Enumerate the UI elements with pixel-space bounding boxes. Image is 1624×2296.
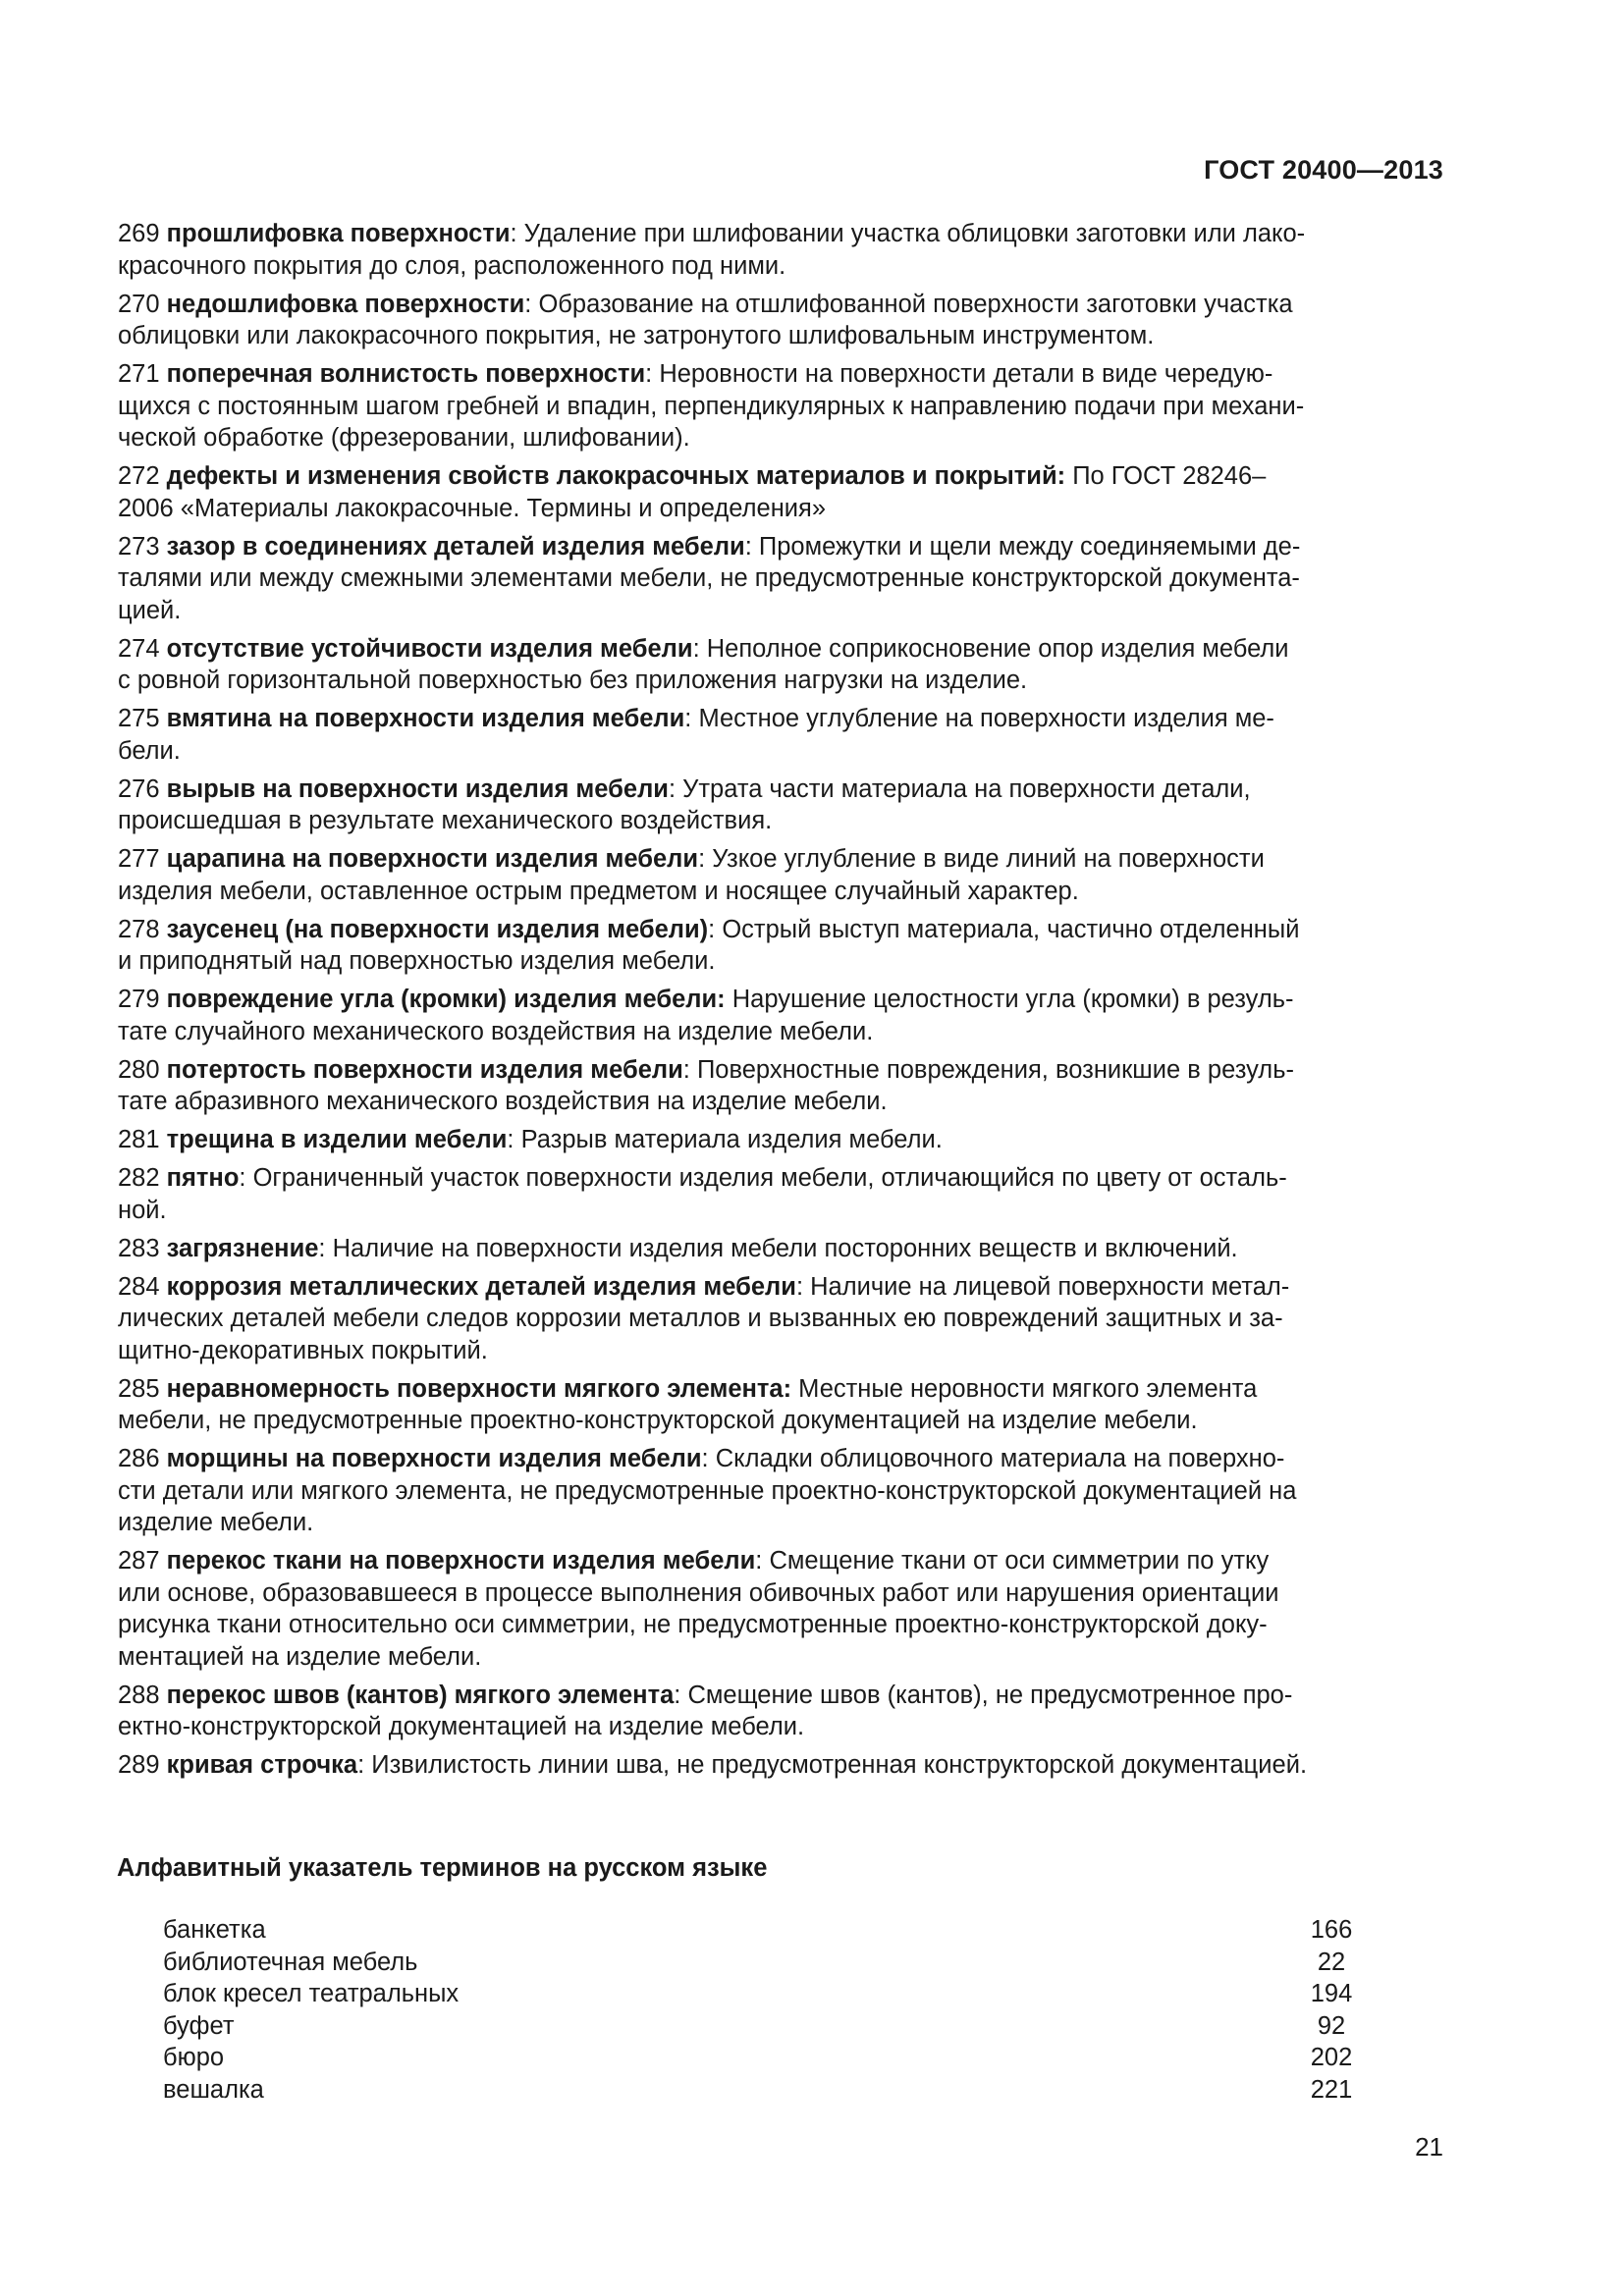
- term-separator: :: [708, 915, 716, 943]
- index-ref-number: 202: [1310, 2044, 1353, 2071]
- term-separator: :: [701, 1445, 709, 1472]
- index-row: [163, 1978, 1361, 2010]
- term-name: зазор в соединениях деталей изделия мебели: [166, 532, 745, 561]
- term-name: кривая строчка: [166, 1751, 358, 1779]
- definition-line: и приподнятый над поверхностью изделия мебели.: [118, 947, 716, 975]
- term-number: 275: [118, 705, 160, 732]
- term-separator: :: [357, 1751, 365, 1779]
- definition-line: Смещение ткани от оси симметрии по утку: [762, 1547, 1270, 1575]
- definition-line: бели.: [118, 736, 181, 765]
- definition-line: красочного покрытия до слоя, расположенного под ними.: [118, 251, 786, 280]
- term-number: 279: [118, 986, 160, 1013]
- term-entry: [118, 1373, 1432, 1437]
- definition-line: ментацией на изделие мебели.: [118, 1642, 482, 1671]
- definition-line: Извилистость линии шва, не предусмотренная конструкторской документацией.: [364, 1751, 1308, 1779]
- definition-line: тате случайного механического воздействия на изделие мебели.: [118, 1017, 874, 1045]
- term-separator: :: [684, 705, 692, 732]
- index-term: буфет: [163, 2011, 235, 2040]
- definition-line: Наличие на поверхности изделия мебели посторонних веществ и включений.: [325, 1234, 1238, 1262]
- term-name: повреждение угла (кромки) изделия мебели:: [166, 986, 726, 1013]
- term-number: 280: [118, 1055, 160, 1084]
- definition-line: Удаление при шлифовании участка облицовки заготовки или лако-: [516, 220, 1306, 247]
- definition-line: Образование на отшлифованной поверхности заготовки участка: [531, 290, 1293, 318]
- index-ref-number: 166: [1310, 1916, 1353, 1944]
- term-entry: [118, 460, 1432, 524]
- index-term: банкетка: [163, 1916, 266, 1944]
- term-entry: [118, 289, 1432, 352]
- term-number: 277: [118, 845, 160, 873]
- term-entry: [118, 531, 1432, 627]
- term-name: дефекты и изменения свойств лакокрасочных материалов и покрытий:: [166, 462, 1066, 490]
- definition-line: Утрата части материала на поверхности детали,: [676, 774, 1251, 803]
- index-ref-number: 194: [1310, 1980, 1353, 2007]
- term-name: отсутствие устойчивости изделия мебели: [166, 634, 693, 663]
- index-term: вешалка: [163, 2075, 264, 2104]
- term-separator: :: [755, 1547, 763, 1575]
- definition-line: тате абразивного механического воздействия на изделие мебели.: [118, 1088, 888, 1115]
- definition-line: цией.: [118, 596, 182, 624]
- definition-line: талями или между смежными элементами мебели, не предусмотренные конструкторской документа-: [118, 564, 1300, 592]
- definition-line: Наличие на лицевой поверхности метал-: [803, 1272, 1290, 1301]
- index-ref-number: 22: [1317, 1948, 1346, 1976]
- definition-line: щитно-декоративных покрытий.: [118, 1336, 488, 1364]
- definition-line: изделия мебели, оставленное острым предметом и носящее случайный характер.: [118, 877, 1079, 905]
- definition-line: лических деталей мебели следов коррозии металлов и вызванных ею повреждений защитных и за-: [118, 1305, 1283, 1332]
- index-row: [163, 2074, 1361, 2107]
- term-entry: [118, 358, 1432, 454]
- term-number: 274: [118, 634, 160, 663]
- term-entry: [118, 984, 1432, 1047]
- term-number: 289: [118, 1751, 160, 1779]
- definition-line: Разрыв материала изделия мебели.: [514, 1126, 943, 1153]
- term-entry: [118, 633, 1432, 697]
- term-name: заусенец (на поверхности изделия мебели): [166, 915, 709, 943]
- term-separator: :: [645, 360, 653, 388]
- term-number: 269: [118, 220, 160, 247]
- term-separator: :: [744, 532, 752, 561]
- definition-line: Неполное соприкосновение опор изделия мебели: [699, 634, 1289, 663]
- term-number: 270: [118, 290, 160, 318]
- index-ref-number: 92: [1317, 2011, 1346, 2040]
- term-entry: [118, 1749, 1432, 1782]
- index-row: [163, 1914, 1361, 1947]
- index-term: бюро: [163, 2044, 225, 2071]
- definition-line: Поверхностные повреждения, возникшие в резуль-: [689, 1055, 1294, 1084]
- index-term: блок кресел театральных: [163, 1980, 460, 2007]
- definition-line: сти детали или мягкого элемента, не предусмотренные проектно-конструкторской документацией на: [118, 1476, 1297, 1505]
- term-separator: :: [698, 845, 706, 873]
- term-separator: :: [795, 1272, 804, 1301]
- definition-line: По ГОСТ 28246–: [1065, 462, 1267, 490]
- term-name: поперечная волнистость поверхности: [166, 360, 646, 388]
- term-number: 276: [118, 774, 160, 803]
- term-name: недошлифовка поверхности: [166, 290, 525, 318]
- definition-line: Острый выступ материала, частично отделенный: [715, 915, 1300, 943]
- definition-line: облицовки или лакокрасочного покрытия, не затронутого шлифовальным инструментом.: [118, 322, 1155, 349]
- term-separator: :: [682, 1055, 690, 1084]
- term-name: трещина в изделии мебели: [166, 1126, 508, 1153]
- term-entry: [118, 1054, 1432, 1118]
- term-name: прошлифовка поверхности: [166, 220, 511, 247]
- term-name: морщины на поверхности изделия мебели: [166, 1445, 702, 1472]
- term-entry: [118, 1124, 1432, 1156]
- definition-line: Узкое углубление в виде линий на поверхности: [705, 845, 1265, 873]
- definition-line: ческой обработке (фрезеровании, шлифовании).: [118, 424, 690, 452]
- term-entry: [118, 1680, 1432, 1743]
- definition-line: Местные неровности мягкого элемента: [791, 1374, 1258, 1403]
- definition-line: Смещение швов (кантов), не предусмотренное про-: [680, 1681, 1293, 1709]
- term-name: перекос ткани на поверхности изделия мебели: [166, 1547, 756, 1575]
- term-number: 281: [118, 1126, 160, 1153]
- term-separator: :: [674, 1681, 681, 1709]
- term-number: 278: [118, 915, 160, 943]
- term-separator: :: [507, 1126, 514, 1153]
- page-number: 21: [1415, 2132, 1443, 2162]
- term-number: 285: [118, 1374, 160, 1403]
- definition-line: происшедшая в результате механического воздействия.: [118, 807, 773, 834]
- term-separator: :: [318, 1234, 326, 1262]
- term-name: вмятина на поверхности изделия мебели: [166, 705, 685, 732]
- term-entry: [118, 1162, 1432, 1226]
- term-entry: [118, 218, 1432, 282]
- terms-list: [118, 218, 1432, 1788]
- term-number: 286: [118, 1445, 160, 1472]
- definition-line: Ограниченный участок поверхности изделия мебели, отличающийся по цвету от осталь-: [245, 1164, 1287, 1192]
- definition-line: изделие мебели.: [118, 1509, 314, 1536]
- document-code-header: ГОСТ 20400—2013: [1204, 155, 1443, 185]
- term-name: пятно: [166, 1164, 240, 1192]
- term-entry: [118, 703, 1432, 767]
- term-name: вырыв на поверхности изделия мебели: [166, 774, 669, 803]
- index-section-title: Алфавитный указатель терминов на русском языке: [117, 1854, 768, 1882]
- term-name: царапина на поверхности изделия мебели: [166, 845, 699, 873]
- index-row: [163, 2010, 1361, 2043]
- definition-line: Промежутки и щели между соединяемыми де-: [751, 532, 1301, 561]
- term-entry: [118, 1233, 1432, 1265]
- definition-line: щихся с постоянным шагом гребней и впадин, перпендикулярных к направлению подачи при механи-: [118, 392, 1305, 420]
- term-number: 288: [118, 1681, 160, 1709]
- term-entry: [118, 1443, 1432, 1539]
- term-entry: [118, 1545, 1432, 1673]
- term-separator: :: [239, 1164, 246, 1192]
- index-row: [163, 1947, 1361, 1979]
- definition-line: Складки облицовочного материала на поверхно-: [708, 1445, 1285, 1472]
- definition-line: мебели, не предусмотренные проектно-конструкторской документацией на изделие мебели.: [118, 1407, 1198, 1434]
- index-row: [163, 2042, 1361, 2074]
- definition-line: с ровной горизонтальной поверхностью без приложения нагрузки на изделие.: [118, 667, 1028, 694]
- term-entry: [118, 914, 1432, 978]
- term-name: перекос швов (кантов) мягкого элемента: [166, 1681, 675, 1709]
- definition-line: Неровности на поверхности детали в виде чередую-: [652, 360, 1273, 388]
- term-number: 272: [118, 462, 160, 490]
- definition-line: ной.: [118, 1196, 167, 1224]
- index-ref-number: 221: [1310, 2075, 1353, 2104]
- index-term: библиотечная мебель: [163, 1948, 418, 1976]
- term-entry: [118, 843, 1432, 907]
- term-separator: :: [524, 290, 532, 318]
- term-name: потертость поверхности изделия мебели: [166, 1055, 683, 1084]
- definition-line: 2006 «Материалы лакокрасочные. Термины и определения»: [118, 494, 827, 522]
- term-number: 282: [118, 1164, 160, 1192]
- term-entry: [118, 774, 1432, 837]
- term-name: загрязнение: [166, 1234, 319, 1262]
- definition-line: или основе, образовавшееся в процессе выполнения обивочных работ или нарушения ориентации: [118, 1578, 1279, 1607]
- term-number: 273: [118, 532, 160, 561]
- term-number: 271: [118, 360, 160, 388]
- definition-line: ектно-конструкторской документацией на изделие мебели.: [118, 1713, 805, 1740]
- term-number: 284: [118, 1272, 160, 1301]
- definition-line: Местное углубление на поверхности изделия ме-: [691, 705, 1274, 732]
- term-separator: :: [510, 220, 517, 247]
- definition-line: Нарушение целостности угла (кромки) в резуль-: [725, 986, 1294, 1013]
- term-separator: :: [692, 634, 700, 663]
- term-separator: :: [668, 774, 677, 803]
- definition-line: рисунка ткани относительно оси симметрии, не предусмотренные проектно-конструкторской доку-: [118, 1611, 1268, 1638]
- term-entry: [118, 1271, 1432, 1367]
- alphabetical-index: [163, 1914, 1361, 2106]
- term-number: 287: [118, 1547, 160, 1575]
- term-name: коррозия металлических деталей изделия мебели: [166, 1272, 796, 1301]
- term-number: 283: [118, 1234, 160, 1262]
- term-name: неравномерность поверхности мягкого элемента:: [166, 1374, 792, 1403]
